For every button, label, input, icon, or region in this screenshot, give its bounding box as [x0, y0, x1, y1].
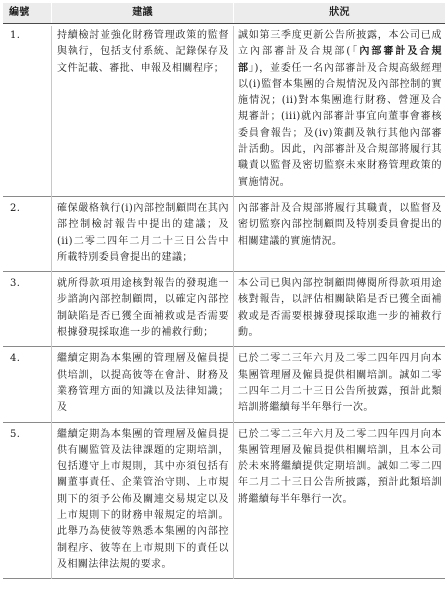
row-status: 本公司已與內部控制顧問傳閱所得款項用途核對報告，以評估相關缺陷是否已獲全面補救或是否需要根據發現採取進一步的補救行動。	[238, 278, 442, 339]
table-row	[3, 347, 445, 422]
row-status	[233, 28, 445, 191]
column-divider	[51, 26, 52, 579]
header-recommendation: 建議	[51, 3, 233, 23]
header-status: 狀況	[233, 3, 445, 23]
table-header	[3, 3, 445, 24]
row-status: 內部審計及合規部將履行其職責，以監督及密切監察內部控制顧問及特別委員會提出的相關建議的實施情況。	[238, 202, 442, 247]
row-number: 4.	[10, 353, 21, 365]
table-row	[3, 272, 445, 347]
row-status: 已於二零二三年六月及二零二四年四月向本集團管理層及僱員提供相關培訓，且本公司於未來將繼續提供定期培訓。誠如二零二四年二月二十三日公告所披露，預計此類培訓將繼續每半年舉行一次。	[238, 428, 442, 505]
row-recommendation: 確保嚴格執行(i)內部控制顧問在其內部控制檢討報告中提出的建議；及(ii)二零二四年二月二十三日公告中所載特別委員會提出的建議；	[57, 202, 229, 263]
row-status: 已於二零二三年六月及二零二四年四月向本集團管理層及僱員提供相關培訓。誠如二零二四年二月二十三日公告所披露，預計此類培訓將繼續每半年舉行一次。	[238, 353, 442, 414]
table-row	[3, 24, 445, 197]
table-row	[3, 423, 445, 580]
row-number: 1.	[10, 30, 21, 41]
status-defined-term: 內部審計及合規部	[238, 46, 442, 74]
status-text-post: 」)，並委任一名內部審計及合規高級經理以(i)監督本集團的合規情況及內部控制的實施情況；(ii)對本集團進行財務、營運及合規審計；(iii)就內部審計事宜向董事會審核委員會報告；及(iv)策劃及執行其他內部審計活動。因此，內部審計及合規部將履行其職責以監督及密切監察未來財務管理政策的實施情況。	[238, 62, 443, 188]
row-number: 3.	[10, 278, 21, 290]
status-text-pre: 誠如第三季度更新公告所披露，本公司已成立內部審計及合規部(「	[238, 30, 442, 58]
row-number: 5.	[10, 428, 21, 440]
row-recommendation: 繼續定期為本集團的管理層及僱員提供培訓，以提高彼等在會計、財務及業務管理方面的知識以及法律知識；及	[57, 353, 229, 414]
row-recommendation: 繼續定期為本集團的管理層及僱員提供有關監管及法律課題的定期培訓，包括遵守上市規則，其中亦須包括有關董事責任、企業管治守則、上市規則下的須予公佈及關連交易規定以及上市規則下的財務申報規定的培訓。此舉乃為使彼等熟悉本集團的內部控制程序、彼等在上市規則下的責任以及相關法律法規的要求。	[57, 428, 229, 570]
table-row	[3, 197, 445, 272]
row-number: 2.	[10, 202, 21, 214]
row-recommendation: 就所得款項用途核對報告的發現進一步諮詢內部控制顧問，以確定內部控制缺陷是否已獲全面補救或是否需要根據發現採取進一步的補救行動；	[57, 278, 229, 339]
recommendations-table	[3, 3, 445, 579]
row-recommendation: 持續檢討並強化財務管理政策的監督與執行，包括支付系統、記錄保存及文件記載、審批、申報及相關程序；	[57, 30, 229, 74]
header-number: 編號	[9, 7, 30, 18]
column-divider	[233, 26, 234, 579]
